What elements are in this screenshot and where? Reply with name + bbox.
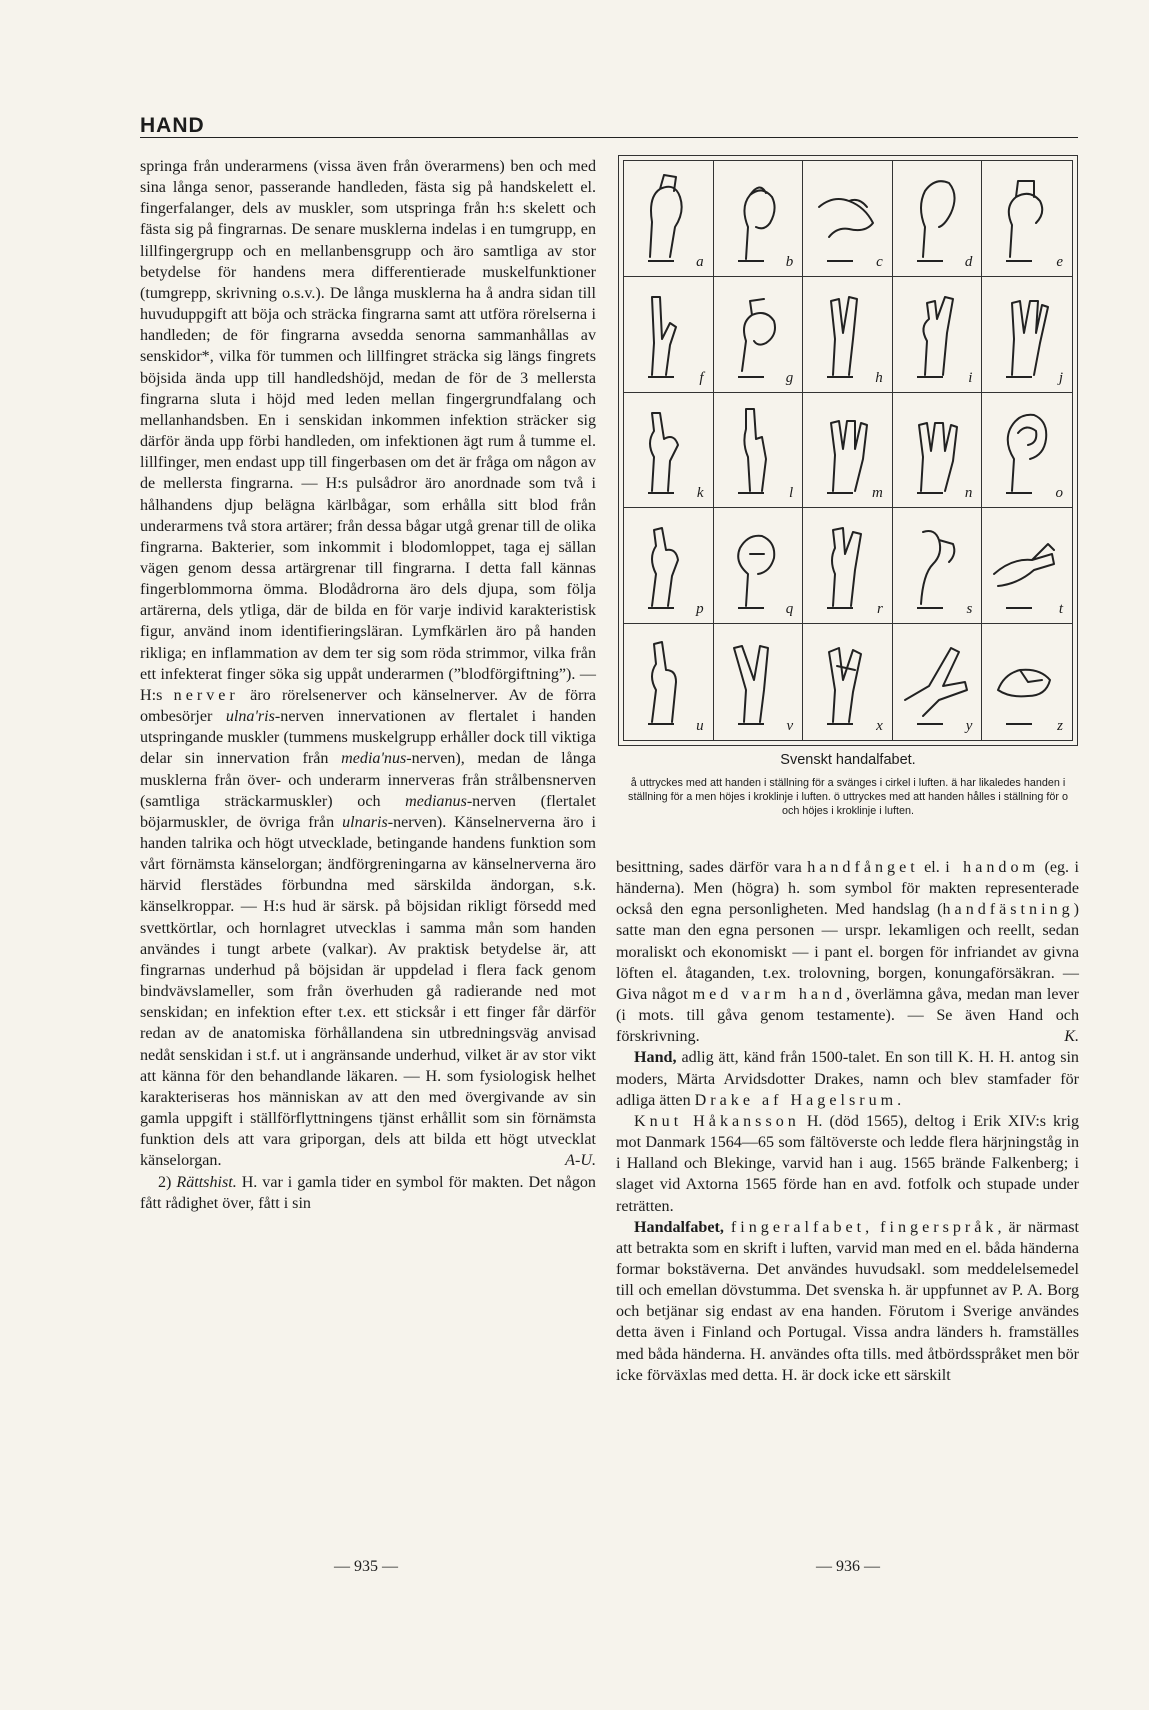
hand-sign-cell-f <box>624 277 714 393</box>
hand-entry-text: adlig ätt, känd från 1500-talet. En son till K. H. H. antog sin moders, Märta Arvidsdotter Drakes, namn och blev stamfader för adliga ätten <box>616 1049 1079 1109</box>
right-text-1e: , överlämna gåva, medan man lever (i mots. till gåva genom testamente). — Se även Hand och förskrivning. <box>616 985 1080 1046</box>
hand-sign-drawing-k <box>630 399 702 497</box>
hand-sign-cell-r <box>803 508 893 624</box>
hand-sign-drawing-q <box>720 514 792 612</box>
hand-sign-letter-q: q <box>785 601 794 618</box>
handalfabet-entry <box>616 1217 1079 1386</box>
hand-sign-drawing-u <box>630 630 702 728</box>
hand-sign-cell-p <box>624 508 714 624</box>
handalfabet-text: , är närmast att betrakta som en skrift i luften, varvid man med en el. båda händerna formar bokstäverna. Det användes huvudsakl. som meddelelsemedel till och emellan dövstumma. Det svenska h. är uppfunnet av P. A. Borg och betjänar sig endast av ena handen. Förutom i Sverige användes detta även i Finland och Portugal. Vissa andra länders h. framställes med båda händerna. H. användes ofta tills. med åtbördsspråket men bör icke förväxlas med detta. H. är dock icke ett särskilt <box>616 1218 1079 1384</box>
hand-sign-drawing-l <box>720 399 792 497</box>
hand-sign-letter-r: r <box>876 601 883 618</box>
hand-sign-drawing-o <box>988 399 1060 497</box>
signature-au: A-U. <box>565 1152 596 1170</box>
hand-sign-drawing-g <box>720 283 792 381</box>
hand-sign-cell-e <box>982 161 1072 277</box>
section2-number: 2) <box>158 1173 172 1191</box>
hand-sign-letter-o: o <box>1055 485 1063 502</box>
hand-sign-letter-k: k <box>696 485 704 502</box>
hand-sign-cell-c <box>803 161 893 277</box>
hand-sign-letter-e: e <box>1056 253 1063 270</box>
hand-alphabet-grid <box>623 160 1073 741</box>
ulnaris-word: ulna'ris <box>225 708 275 726</box>
left-text-1: springa från underarmens (vissa även från överarmens) ben och med sina långa senor, passerande handleden, fästa sig på handskelett el. fingerfalanger, dels av muskler, som utspringa från h:s skelett och fästa sig på fingrarnas. De senare musklerna indelas i en tumgrupp, en lillfingergrupp och en mellanbensgrupp och äro samtliga av stor betydelse för handens mera differentierade muskelfunktioner (tumgrepp, skrivning o.s.v.). De långa musklerna ha å andra sidan till huvuduppgift att böja och sträcka fingrarna samt att utföra rörelserna i handleden; de för fingrarna avsedda senorna sammanhållas av senskidor*, vilka för tummen och lillfingret sträcka sig längs fingrets böjsida ända upp till handledshöjd, medan de för de 3 mellersta fingrarna sluta i höjd med leden mellan fingergrundfalang och mellanhandsben. En i senskidan inkommen infektion sträcker sig därför ända upp förbi handleden, om infektionen ägt rum å tumme el. lillfinger, men endast upp till fingerbasen om det är fråga om någon av de mellersta fingrarna. — H:s pulsådror äro anordnade som två i hålhandens djup belägna kärlbågar, som erhålla sitt blod från underarmens två stora artärer; från dessa bågar utgå grenar till de olika fingrarna. Bakterier, som inkommit i blodomloppet, taga ej sällan vägen genom dessa artärgrenar till fingrarna. I detta fall kännas fingerblommorna ömma. Blodådrorna äro dels djupa, som följa artärerna, dels ytliga, där de bilda en för varje individ karakteristisk figur, använd inom identifieringsläran. Lymfkärlen äro på handen rikliga; en inflammation av dem ter sig som röda strimmor, vilka från ett infekterat finger söka sig uppåt underarmen (”blodförgiftning”). — H:s <box>140 158 596 704</box>
hand-sign-drawing-s <box>899 514 971 612</box>
page-number-left: — 935 — <box>334 1558 398 1575</box>
medianus2-word: medianus <box>405 792 467 810</box>
fingersprak-word: fingerspråk <box>880 1218 998 1236</box>
knut-name: Knut Håkansson <box>634 1112 800 1130</box>
handalfabet-title: Handalfabet, <box>634 1218 724 1236</box>
hand-sign-cell-k <box>624 393 714 509</box>
figure-note: å uttryckes med att handen i ställning för a svänges i cirkel i luften. ä har likaledes handen i ställning för a men höjes i kroklinje i luften. ö uttryckes med att handen hålles i ställning för o och höjes i kroklinje i luften. <box>628 777 1068 818</box>
hand-sign-letter-g: g <box>785 369 794 386</box>
left-column <box>140 156 596 1214</box>
hand-sign-drawing-h <box>809 283 881 381</box>
nerver-word: nerver <box>173 686 239 704</box>
hand-sign-letter-u: u <box>696 718 704 734</box>
medianus-word: media'nus <box>341 750 407 768</box>
hand-alphabet-figure <box>618 155 1078 746</box>
right-text-1a: besittning, sades därför vara <box>616 859 802 876</box>
hand-sign-letter-j: j <box>1058 369 1063 386</box>
hand-sign-cell-l <box>714 393 804 509</box>
hand-sign-letter-c: c <box>876 253 883 270</box>
hand-sign-letter-i: i <box>968 369 973 386</box>
hand-sign-cell-n <box>893 393 983 509</box>
hand-sign-drawing-j <box>988 283 1060 381</box>
right-text-1d: ) satte man den egna personen — urspr. lekamligen och reellt, sedan moraliskt och ekonomiskt — i pant el. borgen för infriandet av givna löften el. åtaganden, t.ex. trolovning, borgen, konungaförsäkran. — Giva något <box>616 901 1079 1003</box>
hand-sign-drawing-t <box>988 514 1060 612</box>
hand-sign-cell-u <box>624 624 714 740</box>
hand-sign-cell-b <box>714 161 804 277</box>
hand-sign-letter-x: x <box>876 718 883 734</box>
hand-sign-cell-v <box>714 624 804 740</box>
hand-sign-drawing-b <box>720 167 792 265</box>
hand-sign-drawing-z <box>988 630 1060 728</box>
right-text-1c: (eg. i händerna). Men (högra) h. som symbol för makten representerade också den egna personligheten. Med handslag ( <box>616 859 1079 919</box>
hand-sign-cell-g <box>714 277 804 393</box>
ihandom-word: i handom <box>945 859 1040 876</box>
hand-sign-letter-a: a <box>696 253 704 270</box>
hand-sign-drawing-n <box>899 399 971 497</box>
left-text-6: -nerven). Känselnerverna äro i handen talrika och högt utvecklade, betingande handens funktion som vårt förnämsta känselorgan; ändförgreningarna av känselnerverna äro härvid flerstädes förbundna med särskilda ändorgan, s.k. känselkroppar. — H:s hud är särsk. på böjsidan rikligt försedd med svettkörtlar, och hornlagret utvecklas i samma mån som handen användes i tungt arbete (valkar). Av praktisk betydelse är, att fingrarnas underhud på böjsidan är uppdelad i flera fack genom bindvävslameller, som från överhuden gå radierande ned mot senskidan; en infektion efter t.ex. ett sticksår i ett finger får därför redan av de anatomiska förhållandena sin utbredningsväg anvisad nedåt senskidan i st.f. ut i angränsande underhud, vilket är av stor vikt att känna för den behandlande läkaren. — H. som fysiologisk helhet karakteriseras hos människan av att den med övergivande av sin gamla uppgift i ställförflyttningens tjänst erhållit som sin förnämsta funktion dels att vara griporgan, dels att bilda ett högt utvecklat känselorgan. <box>140 813 596 1170</box>
hand-entry <box>616 1047 1079 1110</box>
figure-title: Svenskt handalfabet. <box>780 752 916 768</box>
hand-sign-letter-f: f <box>699 369 704 386</box>
page-number-right: — 936 — <box>816 1558 880 1575</box>
knut-entry <box>616 1111 1079 1217</box>
left-text-5: -nerven (flertalet böjarmuskler, de övriga från <box>140 792 596 831</box>
hand-sign-drawing-d <box>899 167 971 265</box>
hand-sign-cell-a <box>624 161 714 277</box>
section2-paragraph <box>140 1172 596 1214</box>
hand-sign-letter-l: l <box>789 485 794 502</box>
hand-sign-cell-t <box>982 508 1072 624</box>
right-paragraph-1 <box>616 857 1079 1047</box>
fingeralfabet-word: fingeralfabet, <box>730 1218 874 1236</box>
hand-sign-letter-h: h <box>875 369 883 386</box>
hand-sign-cell-s <box>893 508 983 624</box>
hand-sign-drawing-r <box>809 514 881 612</box>
hand-sign-cell-m <box>803 393 893 509</box>
knut-text: H. (död 1565), deltog i Erik XIV:s krig mot Danmark 1564—65 som fältöverste och ledde flera härjningståg in i Halland och Blekinge, varvid han i aug. 1565 brände Falkenberg; i slaget vid Axtorna 1565 förde han en avd. fotfolk och stupade under reträtten. <box>616 1112 1079 1215</box>
hand-sign-drawing-y <box>899 630 971 728</box>
hand-sign-cell-q <box>714 508 804 624</box>
drake-name: Drake af Hagelsrum. <box>694 1091 906 1109</box>
hand-sign-letter-y: y <box>965 718 973 734</box>
hand-sign-letter-t: t <box>1058 601 1063 618</box>
hand-sign-drawing-p <box>630 514 702 612</box>
section2-text: H. var i gamla tider en symbol för makten. Det någon fått rådighet över, fått i sin <box>140 1173 596 1212</box>
left-text-2: äro rörelsenerver och känselnerver. Av de förra ombesörjer <box>140 686 596 726</box>
hand-sign-letter-d: d <box>964 253 973 270</box>
handfastning-word: handfästning <box>942 901 1074 919</box>
ulnaris2-word: ulnaris <box>342 813 388 831</box>
hand-sign-drawing-v <box>720 630 792 728</box>
right-column <box>616 857 1079 1386</box>
hand-sign-cell-o <box>982 393 1072 509</box>
hand-sign-drawing-a <box>630 167 702 265</box>
hand-sign-letter-s: s <box>966 601 973 618</box>
hand-sign-drawing-c <box>809 167 881 265</box>
header-rule <box>140 137 1078 138</box>
hand-sign-drawing-x <box>809 630 881 728</box>
hand-sign-drawing-m <box>809 399 881 497</box>
hand-sign-drawing-e <box>988 167 1060 265</box>
left-text-4: -nerven), medan de långa musklerna från över- och underarm innerveras från strålbensnerven (samtliga sträckarmuskler) och <box>140 750 596 810</box>
hand-sign-letter-n: n <box>964 485 973 502</box>
hand-sign-cell-z <box>982 624 1072 740</box>
hand-sign-cell-y <box>893 624 983 740</box>
hand-sign-letter-m: m <box>871 485 883 502</box>
hand-sign-cell-h <box>803 277 893 393</box>
hand-sign-letter-p: p <box>696 601 704 618</box>
handfanget-word: handfånget <box>807 859 919 876</box>
hand-sign-cell-j <box>982 277 1072 393</box>
hand-sign-drawing-i <box>899 283 971 381</box>
hand-sign-letter-z: z <box>1057 718 1063 734</box>
signature-k: K. <box>1064 1028 1079 1046</box>
left-text-3: -nerven innervationen av flertalet i handen utspringande muskler (tummens muskelgrupp erhåller dock till viktiga delar sin innervation från <box>140 708 596 768</box>
hand-sign-letter-v: v <box>786 718 794 734</box>
medvarmhand-word: med varm hand <box>692 985 847 1003</box>
hand-sign-cell-x <box>803 624 893 740</box>
left-paragraph <box>140 156 596 1172</box>
right-text-1b: el. <box>924 859 940 876</box>
running-head: HAND <box>140 114 205 137</box>
hand-sign-cell-i <box>893 277 983 393</box>
hand-sign-cell-d <box>893 161 983 277</box>
hand-entry-title: Hand, <box>634 1049 677 1067</box>
section2-title: Rättshist. <box>176 1173 237 1191</box>
hand-sign-drawing-f <box>630 283 702 381</box>
hand-sign-letter-b: b <box>785 253 794 270</box>
